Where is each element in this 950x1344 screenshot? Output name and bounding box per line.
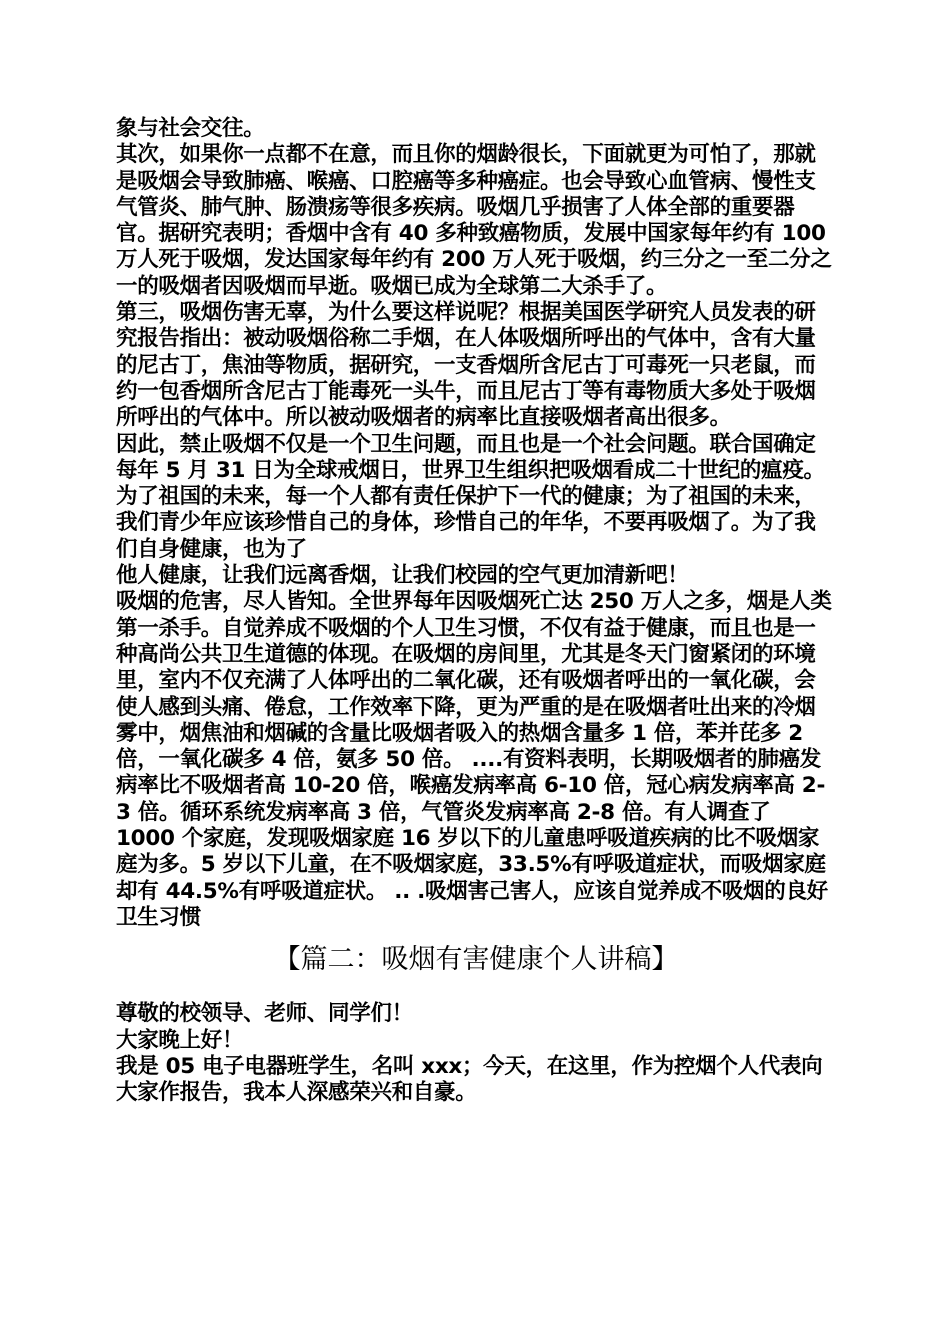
speech-greeting: 尊敬的校领导、老师、同学们！	[116, 1001, 413, 1027]
paragraph-cancer-risks: 其次，如果你一点都不在意，而且你的烟龄很长，下面就更为可怕了，那就是吸烟会导致肺癌、喉癌、口腔癌等多种癌症。也会导致心血管病、慢性支气管炎、肺气肿、肠溃疡等很多疾病。吸烟几乎损害了人体全部的重要器官。据研究表明；香烟中含有 40 多种致癌物质，发展中国家每年约有 100 万人死于吸烟，发达国家每年约有 200 万人死于吸烟，约三分之一至二分之一的吸烟者因吸烟而早逝。吸烟已成为全球第二大杀手了。	[116, 142, 832, 299]
section-heading: 【篇二：吸烟有害健康个人讲稿】	[273, 944, 679, 976]
paragraph-fresh-air: 他人健康，让我们远离香烟，让我们校园的空气更加清新吧！	[116, 563, 689, 589]
essay-body	[116, 116, 836, 931]
speech-introduction: 我是 05 电子电器班学生，名叫 xxx；今天，在这里，作为控烟个人代表向大家作报告，我本人深感荣兴和自豪。	[116, 1053, 823, 1106]
paragraph-social-problem: 因此，禁止吸烟不仅是一个卫生问题，而且也是一个社会问题。联合国确定每年 5 月 31 日为全球戒烟日，世界卫生组织把吸烟看成二十世纪的瘟疫。为了祖国的未来，每一个人都有责任保护下一代的健康；为了祖国的未来，我们青少年应该珍惜自己的身体，珍惜自己的年华，不要再吸烟了。为了我们自身健康，也为了	[116, 431, 825, 562]
document-page	[116, 116, 836, 1106]
paragraph-harm-statistics: 吸烟的危害，尽人皆知。全世界每年因吸烟死亡达 250 万人之多，烟是人类第一杀手。自觉养成不吸烟的个人卫生习惯，不仅有益于健康，而且也是一种高尚公共卫生道德的体现。在吸烟的房间里，尤其是冬天门窗紧闭的环境里，室内不仅充满了人体呼出的二氧化碳，还有吸烟者呼出的一氧化碳，会使人感到头痛、倦怠，工作效率下降，更为严重的是在吸烟者吐出来的冷烟雾中，烟焦油和烟碱的含量比吸烟者吸入的热烟含量多 1 倍，苯并芘多 2 倍，一氧化碳多 4 倍，氨多 50 倍。 ....有资料表明，长期吸烟者的肺癌发病率比不吸烟者高 10-20 倍，喉癌发病率高 6-10 倍，冠心病发病率高 2-3 倍。循环系统发病率高 3 倍，气管炎发病率高 2-8 倍。有人调查了 1000 个家庭，发现吸烟家庭 16 岁以下的儿童患呼吸道疾病的比不吸烟家庭为多。5 岁以下儿童，在不吸烟家庭，33.5%有呼吸道症状，而吸烟家庭却有 44.5%有呼吸道症状。 .. .吸烟害己害人，应该自觉养成不吸烟的良好卫生习惯	[116, 589, 832, 930]
paragraph-social-intercourse: 象与社会交往。	[116, 116, 265, 141]
speech-body	[116, 1001, 836, 1106]
paragraph-passive-smoking: 第三，吸烟伤害无辜，为什么要这样说呢？根据美国医学研究人员发表的研究报告指出：被动吸烟俗称二手烟，在人体吸烟所呼出的气体中，含有大量的尼古丁，焦油等物质，据研究，一支香烟所含尼古丁可毒死一只老鼠，而约一包香烟所含尼古丁能毒死一头牛，而且尼古丁等有毒物质大多处于吸烟所呼出的气体中。所以被动吸烟者的病率比直接吸烟者高出很多。	[116, 300, 816, 431]
speech-good-evening: 大家晚上好！	[116, 1027, 244, 1053]
